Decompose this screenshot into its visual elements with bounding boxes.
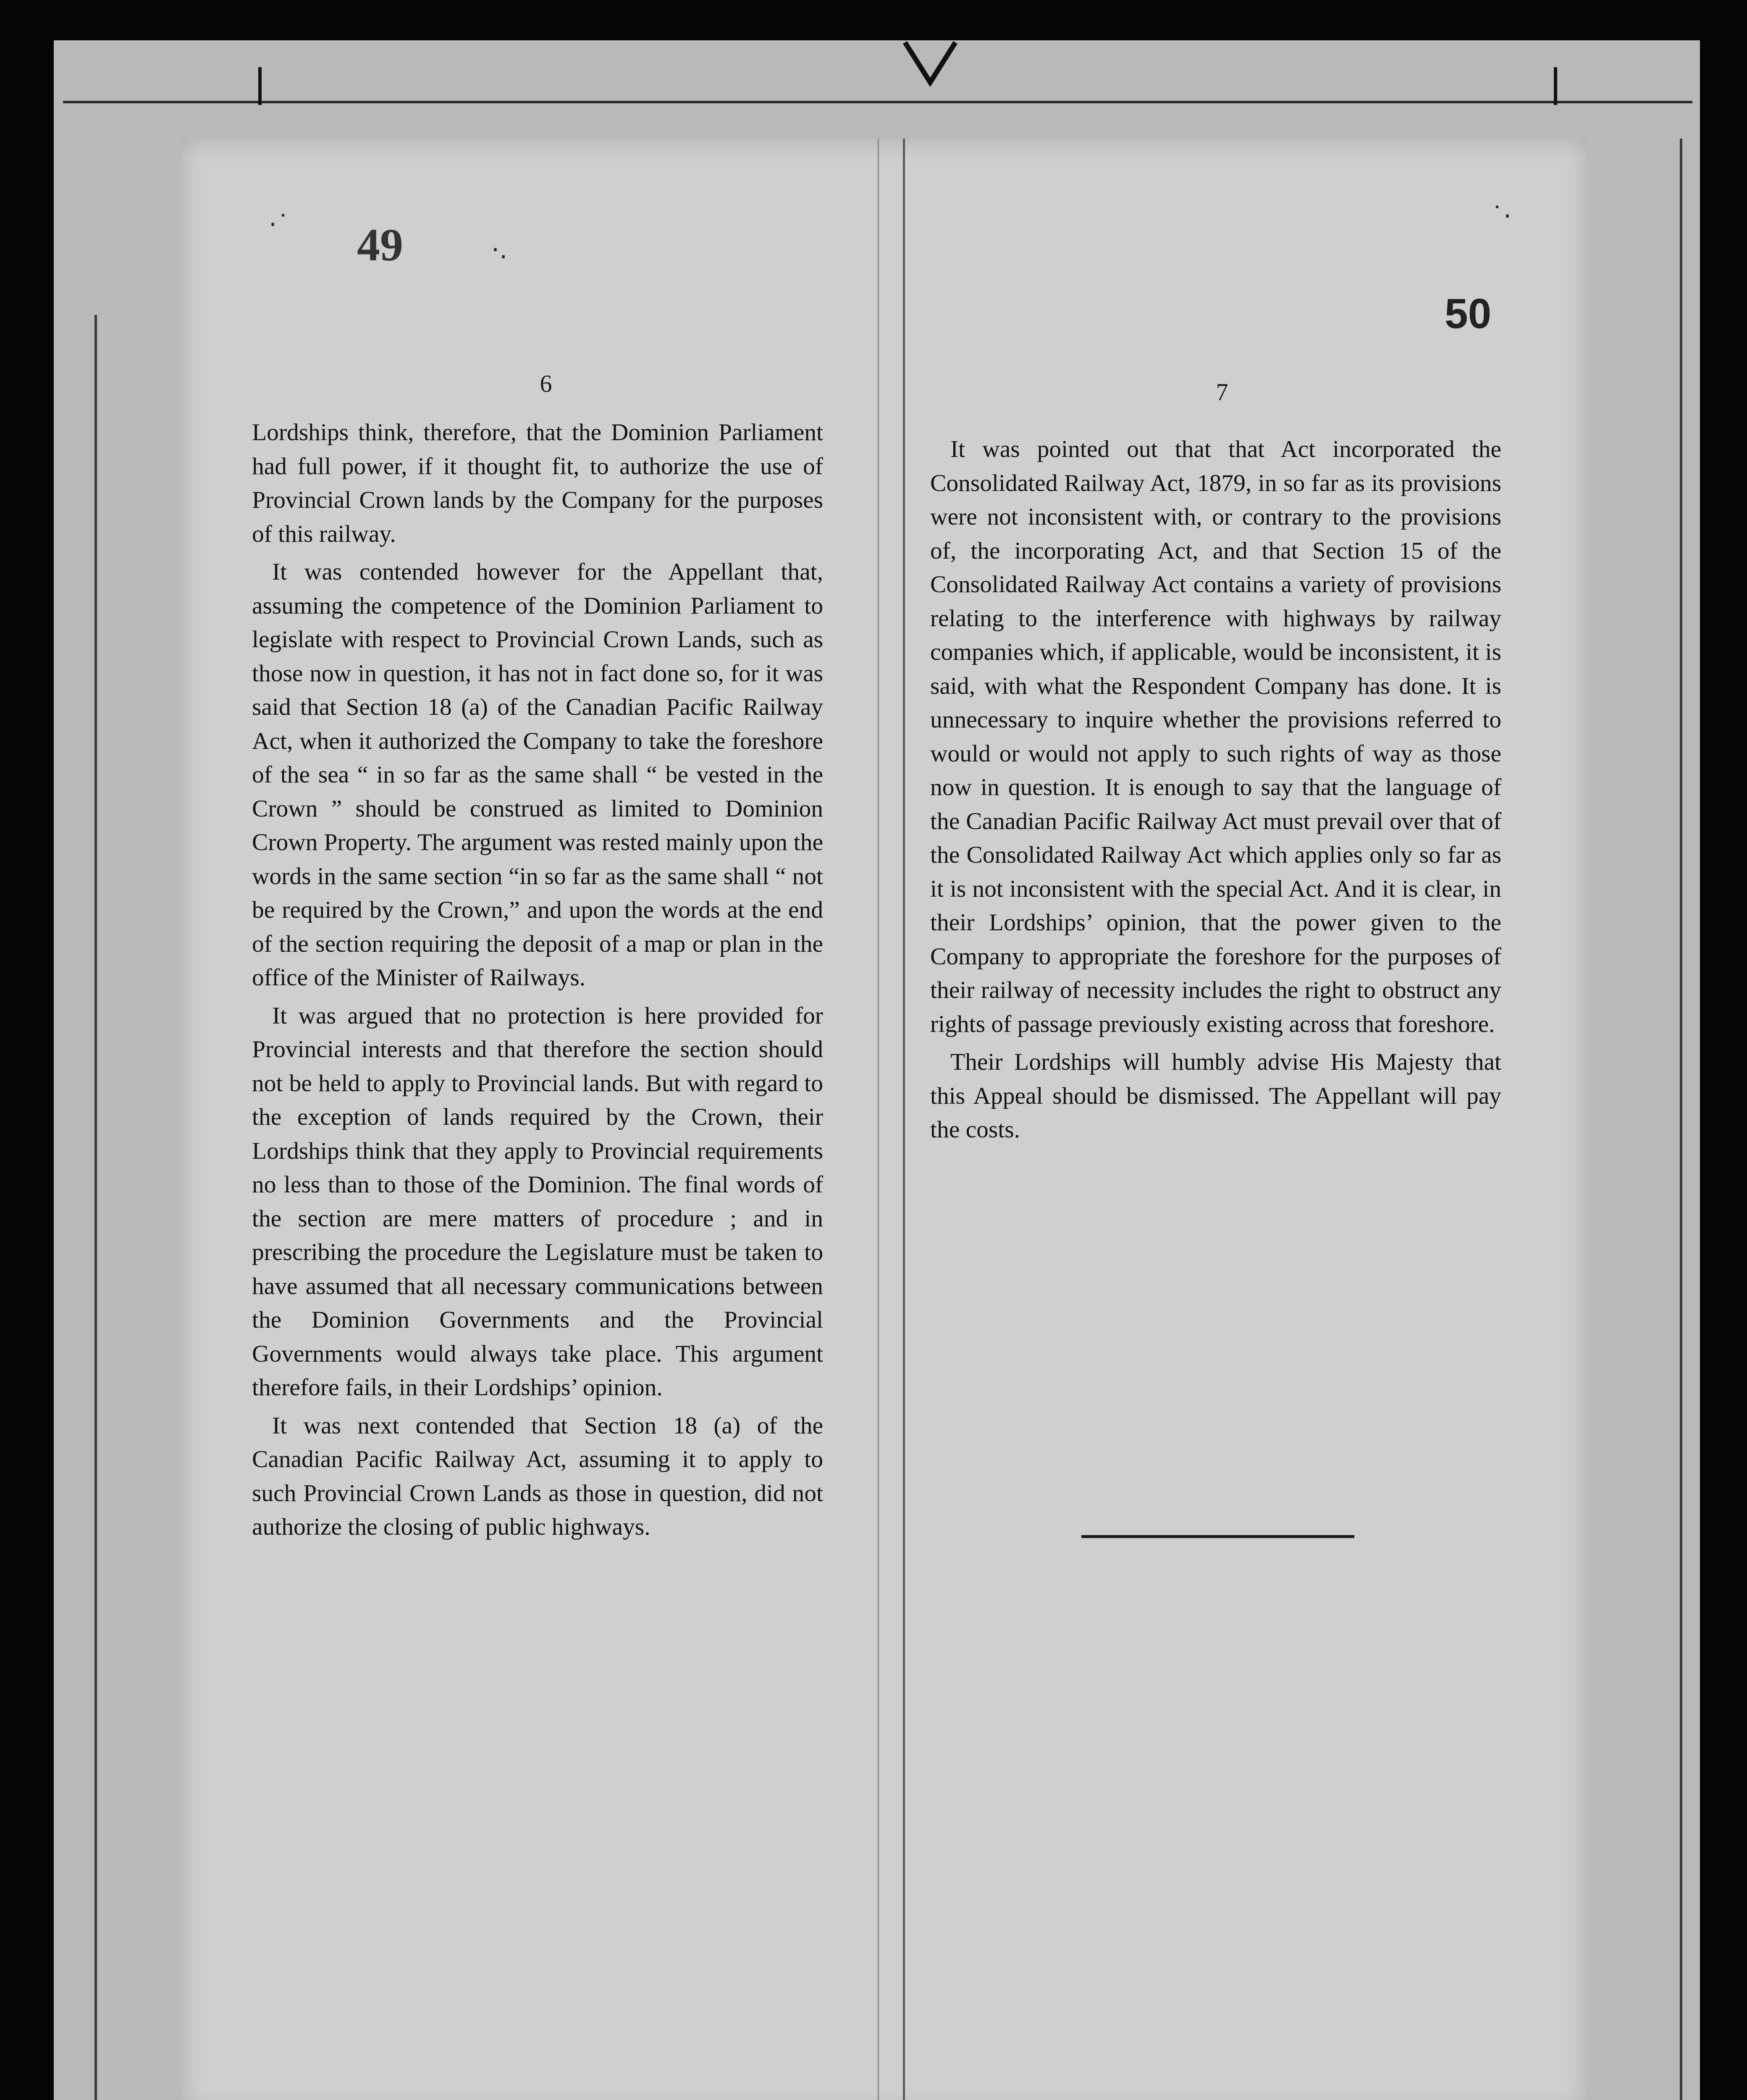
- paragraph: It was pointed out that that Act incorporated the Consolidated Railway Act, 1879, in so far as its provisions were not inconsistent with, or contrary to the provisions of, the incorporating Act, and that Section 15 of the Consolidated Railway Act contains a variety of provisions relating to the interference with highways by railway companies which, if applicable, would be inconsistent, it is said, with what the Respondent Company has done. It is unnecessary to inquire whether the provisions referred to would or would not apply to such rights of way as those now in question. It is enough to say that the language of the Canadian Pacific Railway Act must prevail over that of the Consolidated Railway Act which applies only so far as it is not inconsistent with the special Act. And it is clear, in their Lordships’ opinion, that the power given to the Company to appropriate the foreshore for the purposes of their railway of necessity includes the right to obstruct any rights of passage previously existing across that foreshore.: [930, 436, 1501, 1037]
- speck-mark: ˙·: [1491, 202, 1512, 231]
- right-tick-mark: [1554, 67, 1557, 105]
- folio-number-right: 50: [1445, 290, 1492, 337]
- fold-notch-icon: [903, 40, 957, 87]
- page-number-right: 7: [1216, 378, 1228, 406]
- page-number-left: 6: [540, 370, 552, 397]
- left-page-text: [252, 416, 823, 1549]
- left-edge-line: [94, 315, 97, 2100]
- speck-mark: ·˙: [269, 210, 290, 239]
- paragraph: It was next contended that Section 18 (a) of the Canadian Pacific Railway Act, assuming it to apply to such Provincial Crown Lands as those in question, did not authorize the closing of public highways.: [252, 1412, 823, 1540]
- top-rule: [63, 101, 1692, 103]
- paragraph: It was argued that no protection is here provided for Provincial interests and that therefore the section should not be held to apply to Provincial lands. But with regard to the exception of lands required by the Crown, their Lordships think that they apply to Provincial requirements no less than to those of the Dominion. The final words of the section are mere matters of procedure ; and in prescribing the procedure the Legislature must be taken to have assumed that all necessary communications between the Dominion Governments and the Provincial Governments would always take place. This argument therefore fails, in their Lordships’ opinion.: [252, 1002, 823, 1401]
- paragraph: Lordships think, therefore, that the Dominion Parliament had full power, if it thought fit, to authorize the use of Provincial Crown lands by the Company for the purposes of this railway.: [252, 419, 823, 547]
- binding-shadow: [878, 139, 879, 2100]
- folio-number-left: 49: [357, 219, 403, 270]
- page-fold-line: [903, 139, 905, 2100]
- right-page-text: [930, 433, 1501, 1151]
- end-rule: [1081, 1535, 1354, 1538]
- left-tick-mark: [258, 67, 262, 105]
- paragraph: Their Lordships will humbly advise His Majesty that this Appeal should be dismissed. The Appellant will pay the costs.: [930, 1049, 1501, 1143]
- speck-mark: ·.: [491, 235, 508, 265]
- paragraph: It was contended however for the Appellant that, assuming the competence of the Dominion Parliament to legislate with respect to Provincial Crown Lands, such as those now in question, it has not in fact done so, for it was said that Section 18 (a) of the Canadian Pacific Railway Act, when it authorized the Company to take the foreshore of the sea “ in so far as the same shall “ be vested in the Crown ” should be construed as limited to Dominion Crown Property. The argument was rested mainly upon the words in the same section “in so far as the same shall “ not be required by the Crown,” and upon the words at the end of the section requiring the deposit of a map or plan in the office of the Minister of Railways.: [252, 559, 823, 991]
- right-edge-line: [1680, 139, 1682, 2100]
